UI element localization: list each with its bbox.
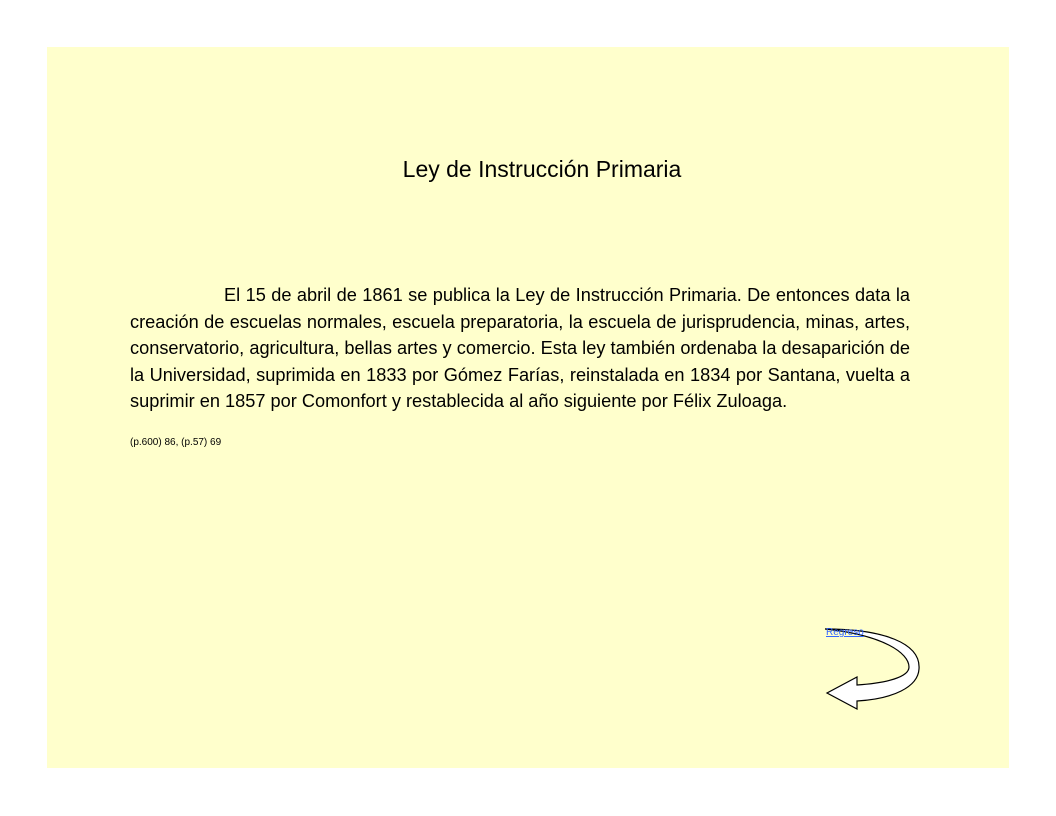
body-paragraph: El 15 de abril de 1861 se publica la Ley de Instrucción Primaria. De entonces data la creación de escuelas normales, escuela preparatoria, la escuela de jurisprudencia, minas, artes, conservatorio, agricultura, bellas artes y comercio. Esta ley también ordenaba la desaparición de la Universidad, suprimida en 1833 por Gómez Farías, reinstalada en 1834 por Santana, vuelta a suprimir en 1857 por Comonfort y restablecida al año siguiente por Félix Zuloaga. [130, 285, 910, 411]
back-link[interactable]: Regreso [826, 627, 864, 638]
slide [47, 47, 1009, 768]
page-title: Ley de Instrucción Primaria [402, 156, 682, 182]
citation: (p.600) 86, (p.57) 69 [130, 437, 222, 448]
